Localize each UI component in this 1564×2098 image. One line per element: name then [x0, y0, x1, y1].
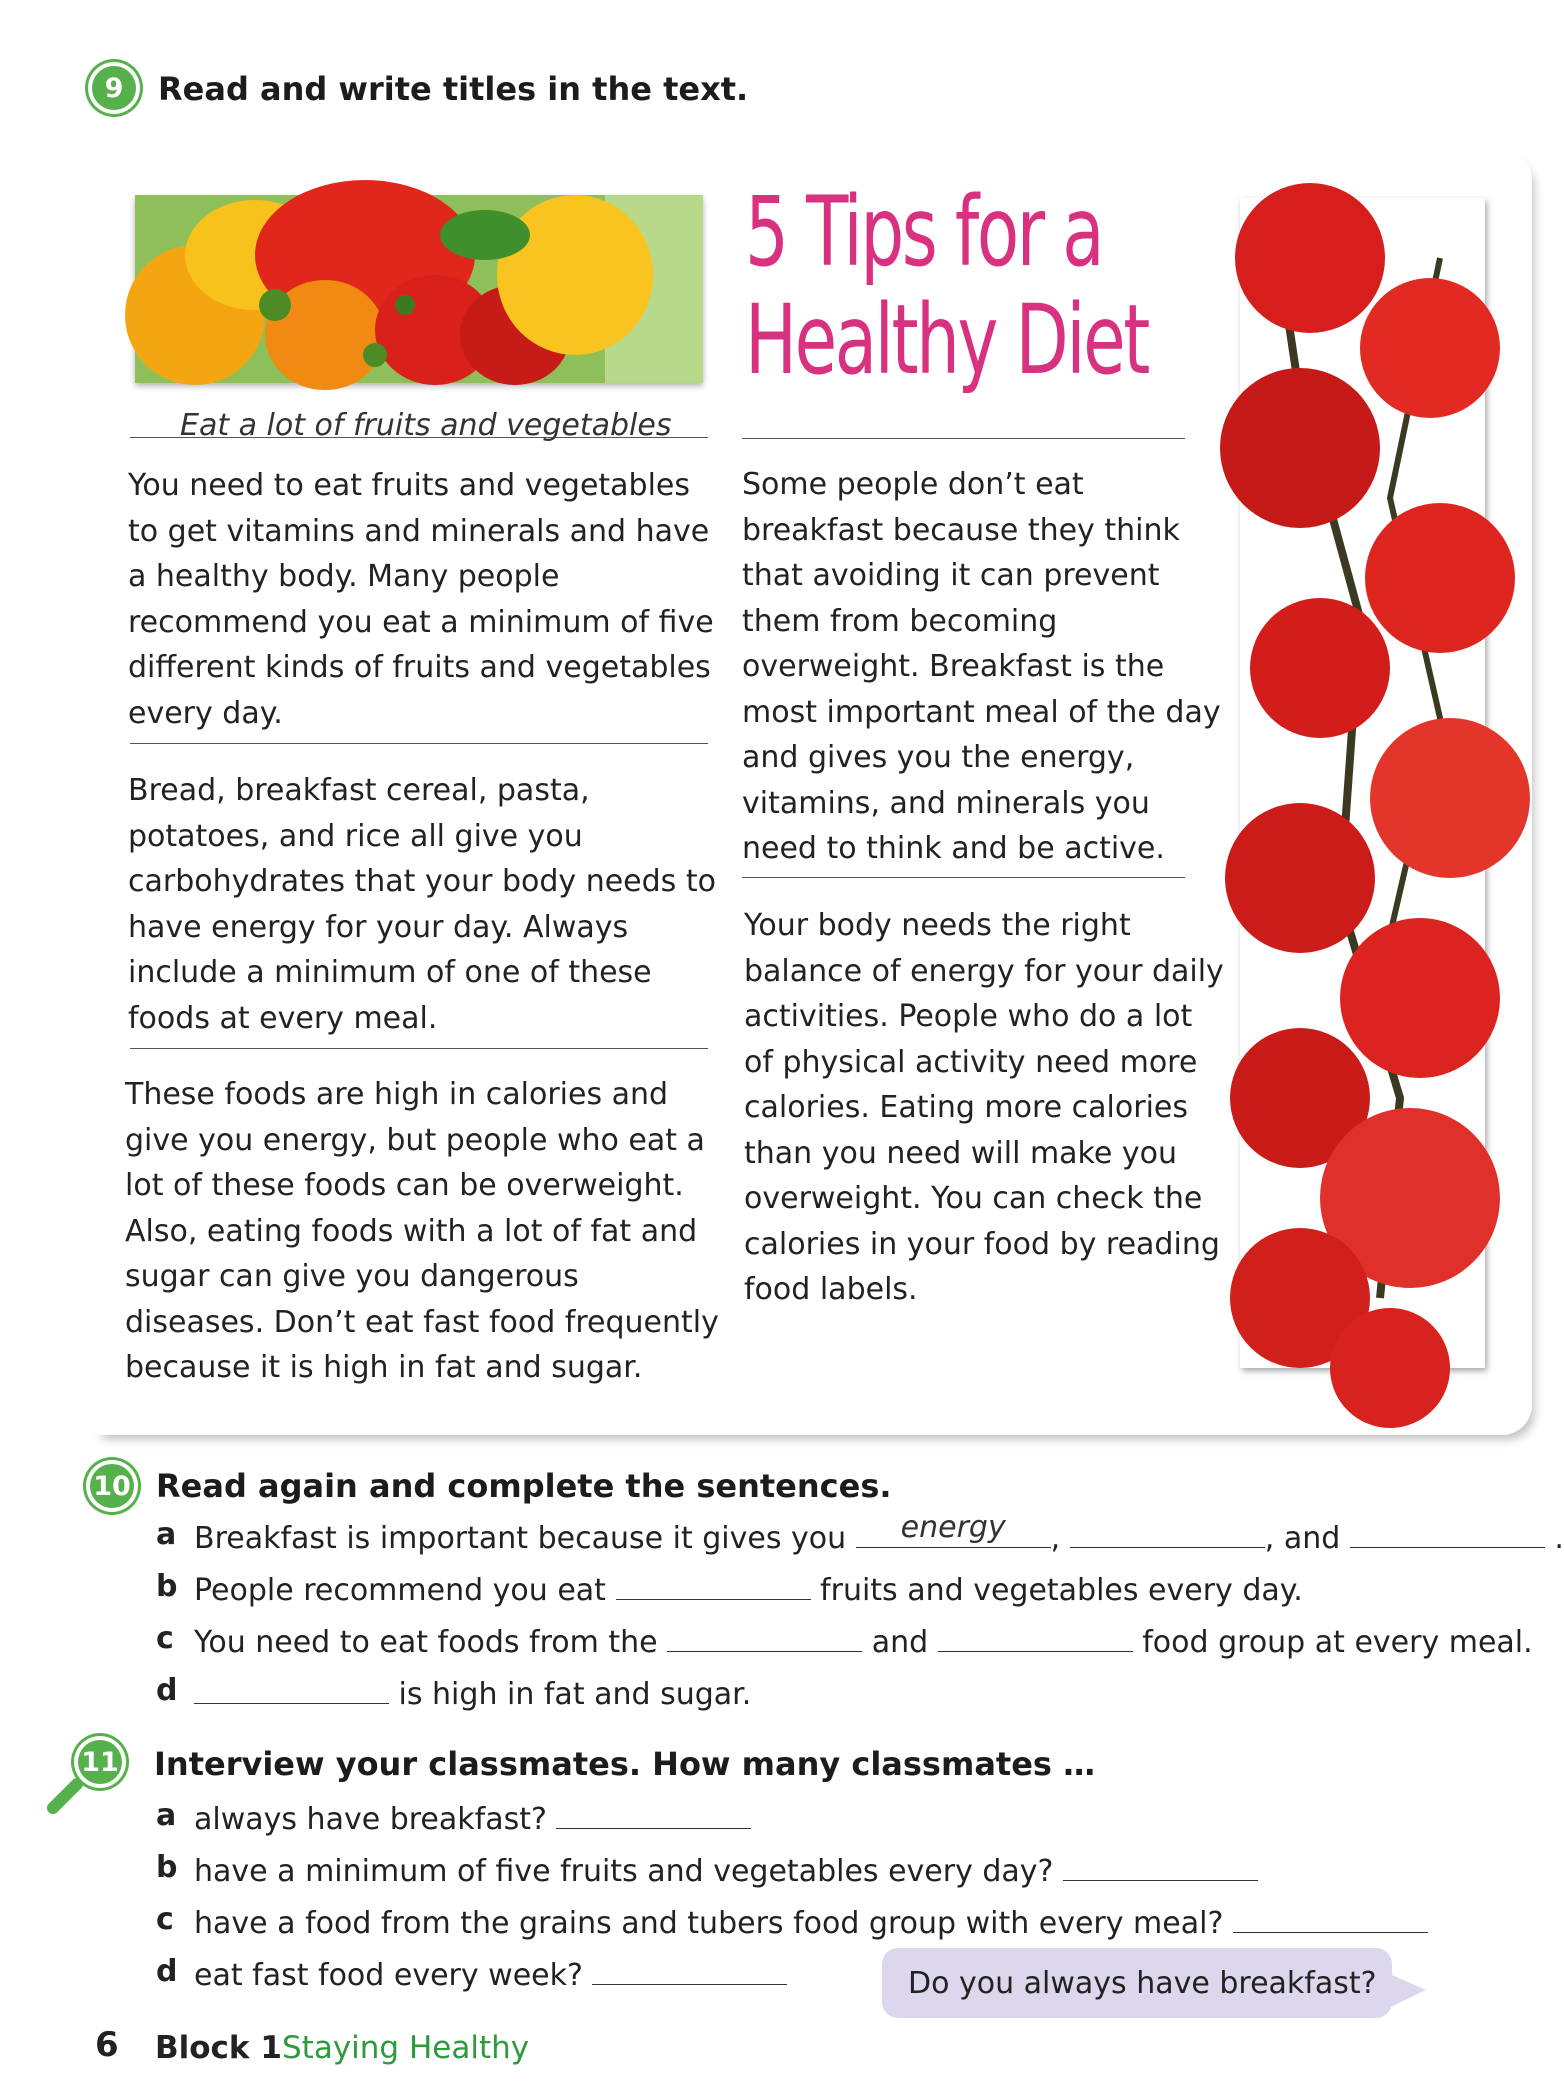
ex10-c-text-1: You need to eat foods from the: [194, 1625, 658, 1660]
ex10-a-text: Breakfast is important because it gives you: [194, 1521, 847, 1556]
ex10-sentence-d: [194, 1673, 751, 1712]
ex10-letter-c: c: [156, 1621, 174, 1656]
ex11-letter-c: c: [156, 1902, 174, 1937]
ex11-c-blank[interactable]: [1233, 1902, 1428, 1933]
ex10-a-blank-2[interactable]: [1070, 1517, 1265, 1548]
magnifier-icon: [44, 1775, 85, 1816]
paragraph-carbohydrates: Bread, breakfast cereal, pasta, potatoes, and rice all give you carbohydrates that your body needs to have energy for your day. Always include a minimum of one of these foods at every meal.: [128, 773, 716, 1036]
cherry-tomatoes-photo: [1240, 198, 1485, 1368]
title-blank-4[interactable]: [742, 438, 1185, 439]
ex10-c-and: and: [871, 1625, 929, 1660]
ex10-c-text-2: food group at every meal.: [1142, 1625, 1533, 1660]
speech-bubble-text: Do you always have breakfast?: [908, 1965, 1377, 2001]
ex11-letter-d: d: [156, 1954, 178, 1989]
ex10-b-text-2: fruits and vegetables every day.: [820, 1573, 1303, 1608]
ex11-letter-a: a: [156, 1798, 177, 1833]
ex11-letter-b: b: [156, 1850, 178, 1885]
ex11-a-text: always have breakfast?: [194, 1802, 547, 1837]
ex10-a-end: .: [1554, 1521, 1564, 1556]
ex10-b-text-1: People recommend you eat: [194, 1573, 606, 1608]
ex10-c-blank-2[interactable]: [938, 1621, 1133, 1652]
ex11-a-blank[interactable]: [556, 1798, 751, 1829]
title-blank-5[interactable]: [742, 877, 1185, 878]
paragraph-breakfast: Some people don’t eat breakfast because they think that avoiding it can prevent them from becoming overweight. Breakfast is the most important meal of the day and gives you the energy, vitamins, and minerals you need to think and be active.: [742, 467, 1221, 866]
ex10-letter-d: d: [156, 1673, 178, 1708]
ex10-d-text: is high in fat and sugar.: [398, 1677, 752, 1712]
ex10-sentence-b: [194, 1569, 1303, 1608]
exercise-9-instruction: Read and write titles in the text.: [158, 70, 749, 108]
title-blank-2[interactable]: [130, 743, 708, 744]
ex11-question-a: [194, 1798, 751, 1837]
ex11-question-c: [194, 1902, 1428, 1941]
ex10-a-blank-1[interactable]: [856, 1510, 1051, 1548]
ex10-sentence-c: [194, 1621, 1533, 1660]
ex10-a-and: , and: [1264, 1521, 1341, 1556]
unit-title: Staying Healthy: [282, 2030, 530, 2066]
ex11-c-text: have a food from the grains and tubers food group with every meal?: [194, 1906, 1224, 1941]
title-blank-3[interactable]: [130, 1048, 708, 1049]
ex11-d-blank[interactable]: [592, 1954, 787, 1985]
vegetables-photo: [135, 195, 703, 383]
ex10-a-comma: ,: [1050, 1521, 1061, 1556]
paragraph-fruits-vegetables: You need to eat fruits and vegetables to get vitamins and minerals and have a healthy body. Many people recommend you eat a minimum of five different kinds of fruits and vegetables every day.: [128, 468, 714, 731]
exercise-11-instruction: Interview your classmates. How many classmates …: [154, 1745, 1096, 1783]
article-title: [745, 178, 1148, 394]
ex10-d-blank[interactable]: [194, 1673, 389, 1704]
exercise-10-instruction: Read again and complete the sentences.: [156, 1467, 892, 1505]
filled-title: Eat a lot of fruits and vegetables: [180, 408, 672, 443]
exercise-9-number: 9: [88, 62, 140, 114]
ex11-b-text: have a minimum of five fruits and vegetables every day?: [194, 1854, 1054, 1889]
ex10-letter-a: a: [156, 1517, 177, 1552]
ex10-a-answer: energy: [900, 1510, 1006, 1545]
ex10-b-blank[interactable]: [616, 1569, 811, 1600]
ex10-c-blank-1[interactable]: [667, 1621, 862, 1652]
paragraph-energy-balance: Your body needs the right balance of energy for your daily activities. People who do a lot of physical activity need more calories. Eating more calories than you need will make you overweight. You can check the calories in your food by reading food labels.: [744, 908, 1224, 1307]
vegetables-illustration: [135, 195, 703, 383]
exercise-10-number: 10: [86, 1460, 138, 1512]
ex10-sentence-a: [194, 1510, 1564, 1556]
ex11-b-blank[interactable]: [1063, 1850, 1258, 1881]
article-title-line-2: Healthy Diet: [745, 284, 1148, 396]
block-label: Block 1: [155, 2030, 282, 2066]
exercise-11-number: 11: [74, 1736, 126, 1788]
ex10-letter-b: b: [156, 1569, 178, 1604]
page-number: 6: [95, 2025, 119, 2065]
speech-bubble: [882, 1948, 1392, 2018]
tomatoes-illustration: [1240, 198, 1485, 1368]
ex11-d-text: eat fast food every week?: [194, 1958, 583, 1993]
speech-bubble-tail: [1376, 1968, 1426, 2014]
ex10-a-blank-3[interactable]: [1350, 1517, 1545, 1548]
ex11-question-d: [194, 1954, 787, 1993]
ex11-question-b: [194, 1850, 1258, 1889]
paragraph-fat-sugar: These foods are high in calories and give you energy, but people who eat a lot of these foods can be overweight. Also, eating foods with a lot of fat and sugar can give you dangerous diseases. Don’t eat fast food frequently because it is high in fat and sugar.: [125, 1077, 719, 1385]
article-title-line-1: 5 Tips for a: [745, 176, 1103, 288]
